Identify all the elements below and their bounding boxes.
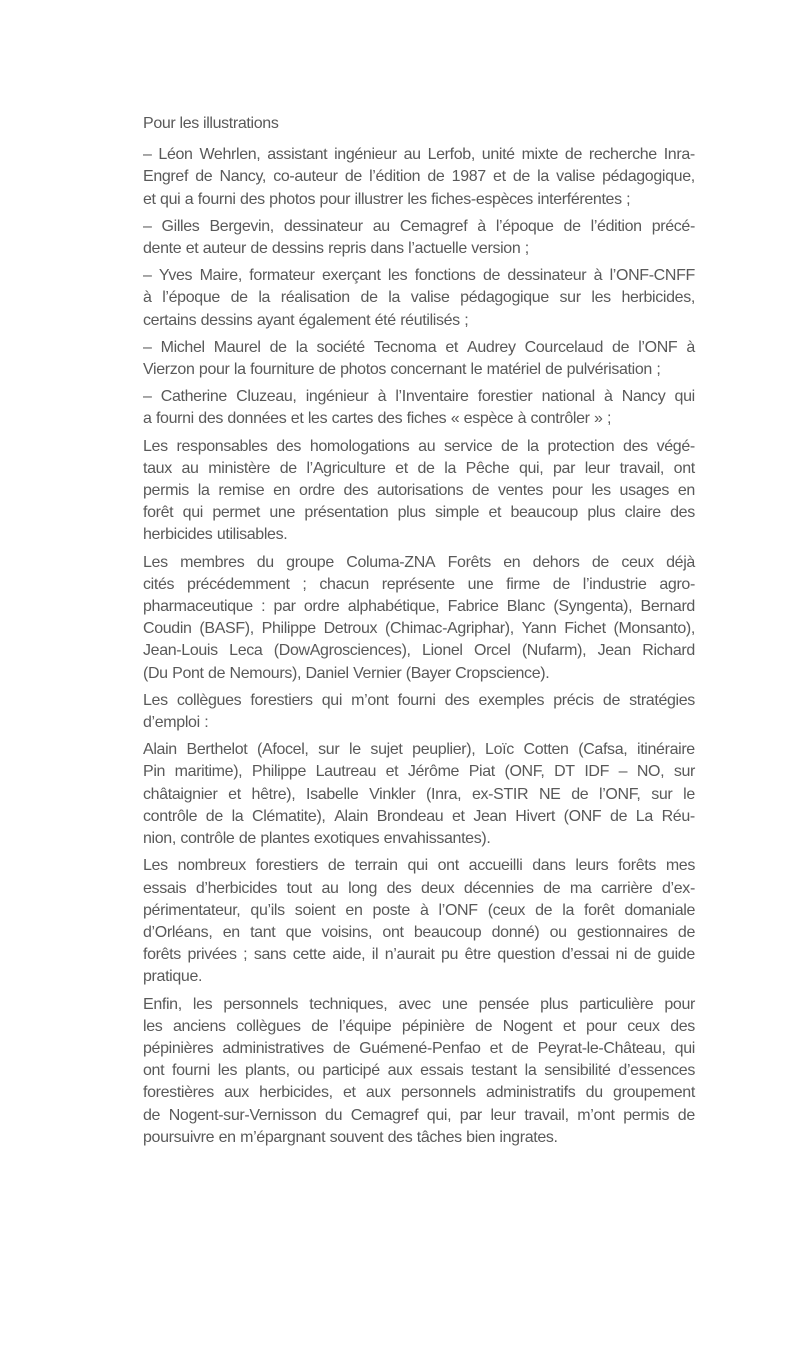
paragraph bbox=[143, 265, 695, 332]
paragraph bbox=[143, 739, 695, 850]
text-line: d’emploi : bbox=[143, 714, 209, 732]
paragraph bbox=[143, 690, 695, 734]
text-line: forêts privées ; sans cette aide, il n’aurait pu être question d’essai ni de guide bbox=[143, 946, 695, 964]
text-line: pharmaceutique : par ordre alphabétique, Fabrice Blanc (Syngenta), Bernard bbox=[143, 598, 695, 616]
text-line: Les nombreux forestiers de terrain qui ont accueilli dans leurs forêts mes bbox=[143, 857, 695, 875]
text-line: – Gilles Bergevin, dessinateur au Cemagref à l’époque de l’édition précé- bbox=[143, 217, 695, 235]
text-line: herbicides utilisables. bbox=[143, 526, 288, 544]
text-line: Les responsables des homologations au service de la protection des végé- bbox=[143, 437, 695, 455]
text-line: Enfin, les personnels techniques, avec une pensée plus particulière pour bbox=[143, 995, 695, 1013]
text-line: Engref de Nancy, co-auteur de l’édition de 1987 et de la valise pédagogique, bbox=[143, 168, 695, 186]
text-line: Alain Berthelot (Afocel, sur le sujet peuplier), Loïc Cotten (Cafsa, itinéraire bbox=[143, 741, 695, 759]
text-line: et qui a fourni des photos pour illustrer les fiches-espèces interférentes ; bbox=[143, 190, 631, 208]
paragraph bbox=[143, 386, 695, 430]
text-line: certains dessins ayant également été réutilisés ; bbox=[143, 311, 469, 329]
text-line: Coudin (BASF), Philippe Detroux (Chimac-Agriphar), Yann Fichet (Monsanto), bbox=[143, 620, 695, 638]
text-line: pratique. bbox=[143, 968, 203, 986]
text-line: cités précédemment ; chacun représente une firme de l’industrie agro- bbox=[143, 575, 695, 593]
paragraph bbox=[143, 552, 695, 685]
text-line: essais d’herbicides tout au long des deux décennies de ma carrière d’ex- bbox=[143, 879, 695, 897]
text-line: Vierzon pour la fourniture de photos concernant le matériel de pulvérisation ; bbox=[143, 361, 661, 379]
text-line: d’Orléans, en tant que voisins, ont beaucoup donné) ou gestionnaires de bbox=[143, 923, 695, 941]
text-line: ont fourni les plants, ou participé aux essais testant la sensibilité d’essences bbox=[143, 1062, 695, 1080]
text-line: pépinières administratives de Guémené-Penfao et de Peyrat-le-Château, qui bbox=[143, 1039, 695, 1057]
text-line: Les collègues forestiers qui m’ont fourni des exemples précis de stratégies bbox=[143, 691, 695, 709]
text-line: permis la remise en ordre des autorisations de ventes pour les usages en bbox=[143, 482, 695, 500]
text-line: de Nogent-sur-Vernisson du Cemagref qui, par leur travail, m’ont permis de bbox=[143, 1106, 695, 1124]
paragraph bbox=[143, 855, 695, 988]
text-line: Les membres du groupe Columa-ZNA Forêts en dehors de ceux déjà bbox=[143, 553, 695, 571]
text-line: – Yves Maire, formateur exerçant les fonctions de dessinateur à l’ONF-CNFF bbox=[143, 267, 695, 285]
text-line: (Du Pont de Nemours), Daniel Vernier (Bayer Cropscience). bbox=[143, 664, 550, 682]
text-line: à l’époque de la réalisation de la valise pédagogique sur les herbicides, bbox=[143, 289, 695, 307]
text-line: – Michel Maurel de la société Tecnoma et Audrey Courcelaud de l’ONF à bbox=[143, 338, 695, 356]
paragraph bbox=[143, 994, 695, 1149]
text-line: forestières aux herbicides, et aux personnels administratifs du groupement bbox=[143, 1084, 695, 1102]
text-block bbox=[143, 113, 695, 1149]
paragraph bbox=[143, 144, 695, 211]
text-line: les anciens collègues de l’équipe pépinière de Nogent et pour ceux des bbox=[143, 1017, 695, 1035]
text-line: a fourni des données et les cartes des fiches « espèce à contrôler » ; bbox=[143, 410, 612, 428]
text-line: nion, contrôle de plantes exotiques envahissantes). bbox=[143, 830, 491, 848]
text-line: périmentateur, qu’ils soient en poste à l’ONF (ceux de la forêt domaniale bbox=[143, 901, 695, 919]
text-line: – Léon Wehrlen, assistant ingénieur au Lerfob, unité mixte de recherche Inra- bbox=[143, 146, 695, 164]
text-line: Pin maritime), Philippe Lautreau et Jérôme Piat (ONF, DT IDF – NO, sur bbox=[143, 763, 695, 781]
text-line: forêt qui permet une présentation plus simple et beaucoup plus claire des bbox=[143, 504, 695, 522]
text-line: taux au ministère de l’Agriculture et de la Pêche qui, par leur travail, ont bbox=[143, 459, 695, 477]
paragraph bbox=[143, 216, 695, 260]
paragraph bbox=[143, 337, 695, 381]
text-line: – Catherine Cluzeau, ingénieur à l’Inventaire forestier national à Nancy qui bbox=[143, 388, 695, 406]
heading-line: Pour les illustrations bbox=[143, 115, 279, 132]
paragraph bbox=[143, 436, 695, 547]
text-line: poursuivre en m’épargnant souvent des tâches bien ingrates. bbox=[143, 1128, 558, 1146]
text-line: contrôle de la Clématite), Alain Brondeau et Jean Hivert (ONF de La Réu- bbox=[143, 807, 695, 825]
text-line: dente et auteur de dessins repris dans l’actuelle version ; bbox=[143, 240, 529, 258]
text-line: Jean-Louis Leca (DowAgrosciences), Lionel Orcel (Nufarm), Jean Richard bbox=[143, 642, 695, 660]
page-heading bbox=[143, 113, 695, 139]
text-line: châtaignier et hêtre), Isabelle Vinkler (Inra, ex-STIR NE de l’ONF, sur le bbox=[143, 785, 695, 803]
